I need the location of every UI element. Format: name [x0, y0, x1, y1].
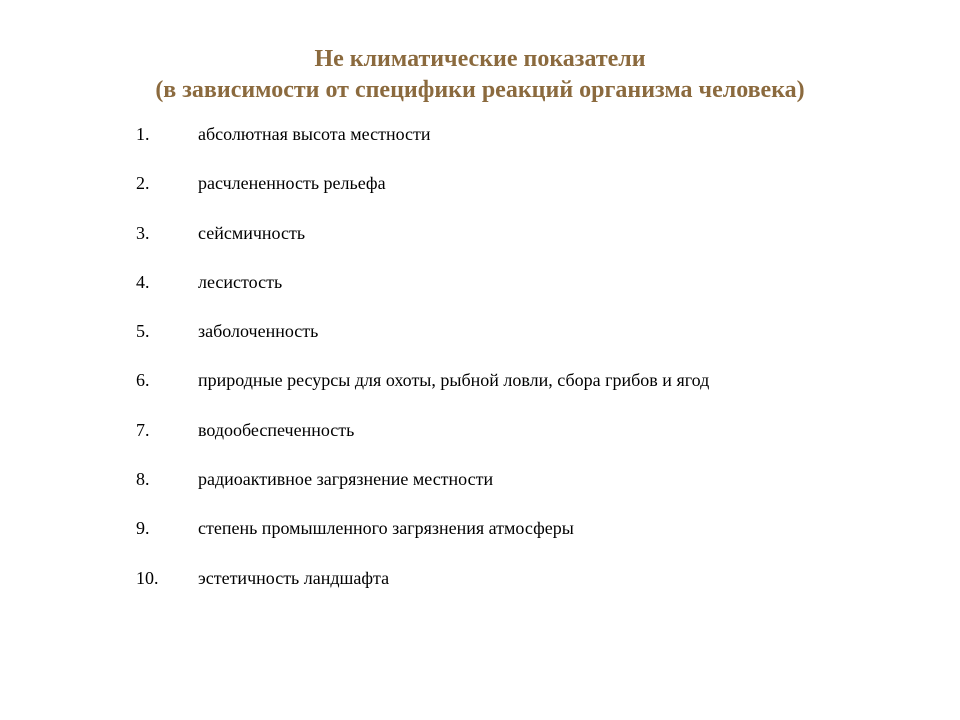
item-number: 7.	[136, 419, 150, 440]
item-number: 10.	[136, 567, 159, 588]
title-line-1: Не климатические показатели	[314, 46, 646, 72]
list-item	[136, 367, 896, 416]
item-number: 1.	[136, 124, 150, 144]
item-text: заболоченность	[198, 321, 319, 342]
item-number: 8.	[136, 469, 150, 490]
item-text: степень промышленного загрязнения атмосферы	[198, 518, 574, 539]
list-item	[136, 220, 896, 269]
slide-title	[0, 44, 960, 106]
list-item	[136, 121, 896, 170]
title-line-2: (в зависимости от специфики реакций организма человека)	[155, 77, 805, 103]
item-text: природные ресурсы для охоты, рыбной ловли, сбора грибов и ягод	[198, 370, 710, 391]
item-number: 6.	[136, 370, 150, 391]
list-item	[136, 565, 896, 614]
list-item	[136, 515, 896, 564]
item-text: эстетичность ландшафта	[198, 567, 390, 588]
list-item	[136, 318, 896, 367]
list-item	[136, 269, 896, 318]
item-number: 9.	[136, 518, 150, 539]
list-item	[136, 170, 896, 219]
list-item	[136, 417, 896, 466]
item-text: водообеспеченность	[198, 419, 355, 440]
item-text: расчлененность рельефа	[198, 173, 386, 194]
item-number: 4.	[136, 271, 150, 292]
list-item	[136, 466, 896, 515]
item-text: абсолютная высота местности	[198, 124, 431, 144]
indicator-list	[136, 121, 896, 614]
item-text: сейсмичность	[198, 222, 306, 243]
item-text: лесистость	[198, 271, 283, 292]
item-number: 3.	[136, 222, 150, 243]
item-text: радиоактивное загрязнение местности	[198, 469, 494, 490]
item-number: 5.	[136, 321, 150, 342]
item-number: 2.	[136, 173, 150, 194]
